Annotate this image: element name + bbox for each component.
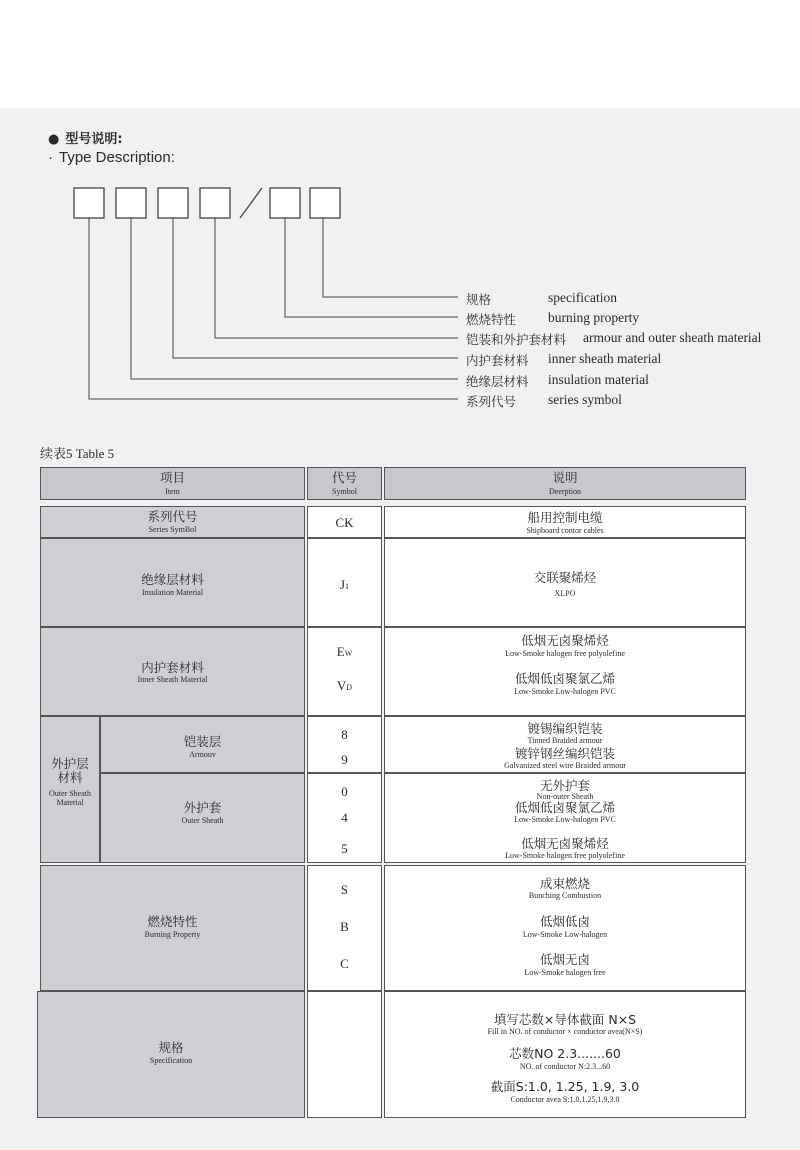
row-insulation-desc (384, 538, 746, 627)
table-inner-sheath-item-en: Inner Sheath Material (137, 675, 208, 684)
row-inner-sheath-desc (384, 627, 746, 716)
row-armour-symbol (307, 716, 382, 773)
table-spec-rows-1-desc-cn: 芯数NO 2.3.......60 (509, 1046, 621, 1061)
code-box-5 (270, 188, 300, 218)
table-outer-material-outer-sheath-rows-2-symbol: 5 (341, 841, 348, 856)
table-burning-item-en: Burning Property (144, 930, 201, 939)
legend-insulation (466, 372, 649, 390)
table-outer-material-outer-sheath-rows-1-desc-cn: 低烟低卤聚氯乙烯 (514, 800, 615, 815)
row-spec-item (37, 991, 305, 1118)
bullet-icon: · (48, 149, 53, 166)
row-outer-material-group (40, 716, 100, 863)
diagram-legend-1-cn: 燃烧特性 (466, 312, 517, 327)
table-insulation-symbol-sub: 1 (345, 582, 350, 591)
table-series-desc-cn: 船用控制电缆 (527, 510, 603, 525)
table-spec-rows-2-desc-en: Conductor avea S:1.0,1.25,1.9,3.0 (510, 1095, 620, 1104)
row-outer-sheath-item (100, 773, 305, 863)
table-outer-material-armour-rows-0-desc-en: Tinned Braided armour (527, 736, 603, 745)
table-headers-1-en: Symbol (332, 487, 357, 496)
row-outer-sheath-desc (384, 773, 746, 863)
table-outer-material-armour-rows-0-desc-cn: 镀锡编织铠装 (527, 721, 603, 736)
table-outer-material-outer-sheath-rows-2-desc-en: Low-Smoke halogen free polyolefine (505, 851, 625, 860)
table-burning-rows-1-symbol: B (340, 919, 349, 934)
table-headers-2-en: Deerption (549, 487, 581, 496)
table-outer-material-outer-sheath-rows-0-desc-cn: 无外护套 (539, 778, 590, 793)
table-inner-sheath-rows-0-symbol: E (336, 644, 345, 659)
diagram-legend-2-en: armour and outer sheath material (583, 330, 762, 345)
table-headers-2-cn: 说明 (552, 470, 578, 485)
table-outer-material-group-en-1: Outer Sheath (49, 789, 91, 798)
row-insulation-symbol (307, 538, 382, 627)
table-series-symbol: CK (335, 515, 354, 530)
row-armour-desc (384, 716, 746, 773)
table-series-desc-en: Shipboard contor cables (526, 526, 604, 535)
code-box-1 (74, 188, 104, 218)
table-inner-sheath-rows-0-desc-cn: 低烟无卤聚烯烃 (521, 633, 609, 648)
diagram-legend-0-en: specification (548, 290, 617, 305)
diagram-legend-2-cn: 铠装和外护套材料 (466, 332, 567, 347)
table-spec-rows-0-desc-en: Fill in NO. of conductor × conductor avea(N×S) (487, 1027, 643, 1036)
code-box-4 (200, 188, 230, 218)
row-series-item (40, 506, 305, 538)
table-spec-rows-1-desc-en: NO. of conductor N:2.3...60 (519, 1062, 611, 1071)
table-burning-rows-1-desc-en: Low-Smoke Low-halogen (522, 930, 608, 939)
table-outer-material-outer-sheath-item-en: Outer Sheath (181, 816, 224, 825)
table-insulation-desc-en: XLPO (554, 589, 576, 598)
table-inner-sheath-rows-0-symbol-sub: W (344, 649, 353, 658)
table-outer-material-armour-rows-1-desc-cn: 镀锌钢丝编织铠装 (514, 746, 615, 761)
table-insulation-symbol: J (339, 577, 346, 592)
table-spec-rows-2-desc-cn: 截面S:1.0, 1.25, 1.9, 3.0 (490, 1079, 640, 1094)
table-spec-item-en: Specification (149, 1056, 193, 1065)
table-inner-sheath-item-cn: 内护套材料 (141, 660, 204, 675)
table-outer-material-outer-sheath-rows-2-desc-cn: 低烟无卤聚烯烃 (521, 836, 609, 851)
legend-armour-outer-sheath (466, 330, 762, 348)
table-outer-material-armour-rows-1-symbol: 9 (341, 752, 348, 767)
row-burning-symbol (307, 865, 382, 991)
table-burning-rows-0-symbol: S (340, 882, 349, 897)
table-insulation-item-cn: 绝缘层材料 (141, 572, 204, 587)
row-series-symbol (307, 506, 382, 538)
heading-cn-text: 型号说明: (65, 132, 123, 147)
table-inner-sheath-rows-0-desc-en: Low-Smoke halogen free polyolefine (505, 649, 625, 658)
table-outer-material-armour-rows-1-desc-en: Galvanized steel wire Braided armour (504, 761, 626, 770)
row-outer-sheath-symbol (307, 773, 382, 863)
header-symbol (307, 467, 382, 500)
row-burning-item (40, 865, 305, 991)
table-headers-1-cn: 代号 (331, 470, 357, 485)
table-insulation-item-en: Insulation Material (141, 588, 204, 597)
bullet-icon: ● (48, 132, 60, 147)
table-outer-material-outer-sheath-item-cn: 外护套 (183, 800, 222, 815)
row-inner-sheath-item (40, 627, 305, 716)
row-series-desc (384, 506, 746, 538)
legend-inner-sheath (466, 351, 662, 369)
diagram-legend-1-en: burning property (548, 310, 640, 325)
type-heading-en (48, 149, 175, 166)
table-spec-rows-0-desc-cn: 填写芯数×导体截面 N×S (493, 1012, 637, 1027)
slash-divider (240, 188, 262, 218)
table-burning-rows-0-desc-cn: 成束燃烧 (539, 876, 590, 891)
table-outer-material-armour-item-cn: 铠装层 (183, 734, 222, 749)
table-inner-sheath-rows-1-desc-en: Low-Smoke Low-halogen PVC (514, 687, 616, 696)
legend-series-symbol (466, 392, 622, 410)
table-insulation-desc-cn: 交联聚烯烃 (533, 570, 597, 585)
code-box-3 (158, 188, 188, 218)
diagram-legend-3-cn: 内护套材料 (466, 353, 529, 368)
row-burning-desc (384, 865, 746, 991)
table-outer-material-armour-rows-0-symbol: 8 (341, 727, 348, 742)
table-spec-item-cn: 规格 (158, 1040, 184, 1055)
table-burning-rows-0-desc-en: Bunching Combustion (528, 891, 602, 900)
diagram-legend-5-cn: 系列代号 (466, 394, 517, 409)
row-insulation-item (40, 538, 305, 627)
table-series-item-cn: 系列代号 (147, 509, 198, 524)
row-spec-symbol (307, 991, 382, 1118)
table-burning-rows-2-desc-en: Low-Smoke halogen free (524, 968, 606, 977)
header-description (384, 467, 746, 500)
table-outer-material-outer-sheath-rows-0-symbol: 0 (341, 784, 348, 799)
table-outer-material-armour-item-en: Armouv (189, 750, 216, 759)
table-series-item-en: Series SymBol (148, 525, 197, 534)
table-inner-sheath-rows-1-symbol-sub: D (346, 683, 353, 692)
table-outer-material-outer-sheath-rows-1-desc-en: Low-Smoke Low-halogen PVC (514, 815, 616, 824)
table-inner-sheath-rows-1-desc-cn: 低烟低卤聚氯乙烯 (514, 671, 615, 686)
diagram-legend-5-en: series symbol (548, 392, 622, 407)
type-code-diagram (0, 180, 800, 420)
table-caption: 续表5 Table 5 (40, 446, 115, 461)
row-armour-item (100, 716, 305, 773)
diagram-legend-4-en: insulation material (548, 372, 649, 387)
table-burning-rows-2-desc-cn: 低烟无卤 (539, 952, 590, 967)
table-burning-item-cn: 燃烧特性 (147, 914, 198, 929)
table-outer-material-group-cn-2: 材料 (57, 770, 83, 785)
table-outer-material-outer-sheath-rows-0-desc-en: Non-outer Sheath (536, 792, 594, 801)
diagram-legend-4-cn: 绝缘层材料 (466, 374, 529, 389)
table-inner-sheath-rows-1-symbol: V (336, 678, 347, 693)
code-box-2 (116, 188, 146, 218)
table-outer-material-group-cn-1: 外护层 (51, 756, 89, 771)
table-outer-material-outer-sheath-rows-1-symbol: 4 (341, 810, 348, 825)
type-heading-cn (48, 128, 123, 147)
diagram-legend-3-en: inner sheath material (548, 351, 662, 366)
row-spec-desc (384, 991, 746, 1118)
table-burning-rows-1-desc-cn: 低烟低卤 (539, 914, 590, 929)
table-headers-0-en: Item (165, 487, 180, 496)
table-burning-rows-2-symbol: C (340, 956, 349, 971)
diagram-legend-0-cn: 规格 (466, 292, 492, 307)
leader-lines (89, 218, 458, 399)
table-outer-material-group-en-2: Material (56, 798, 84, 807)
header-item (40, 467, 305, 500)
row-inner-sheath-symbol (307, 627, 382, 716)
legend-specification (466, 290, 617, 308)
table-headers-0-cn: 项目 (159, 470, 185, 485)
heading-en-text: Type Description: (59, 149, 175, 166)
legend-burning-property (466, 310, 640, 328)
code-box-6 (310, 188, 340, 218)
